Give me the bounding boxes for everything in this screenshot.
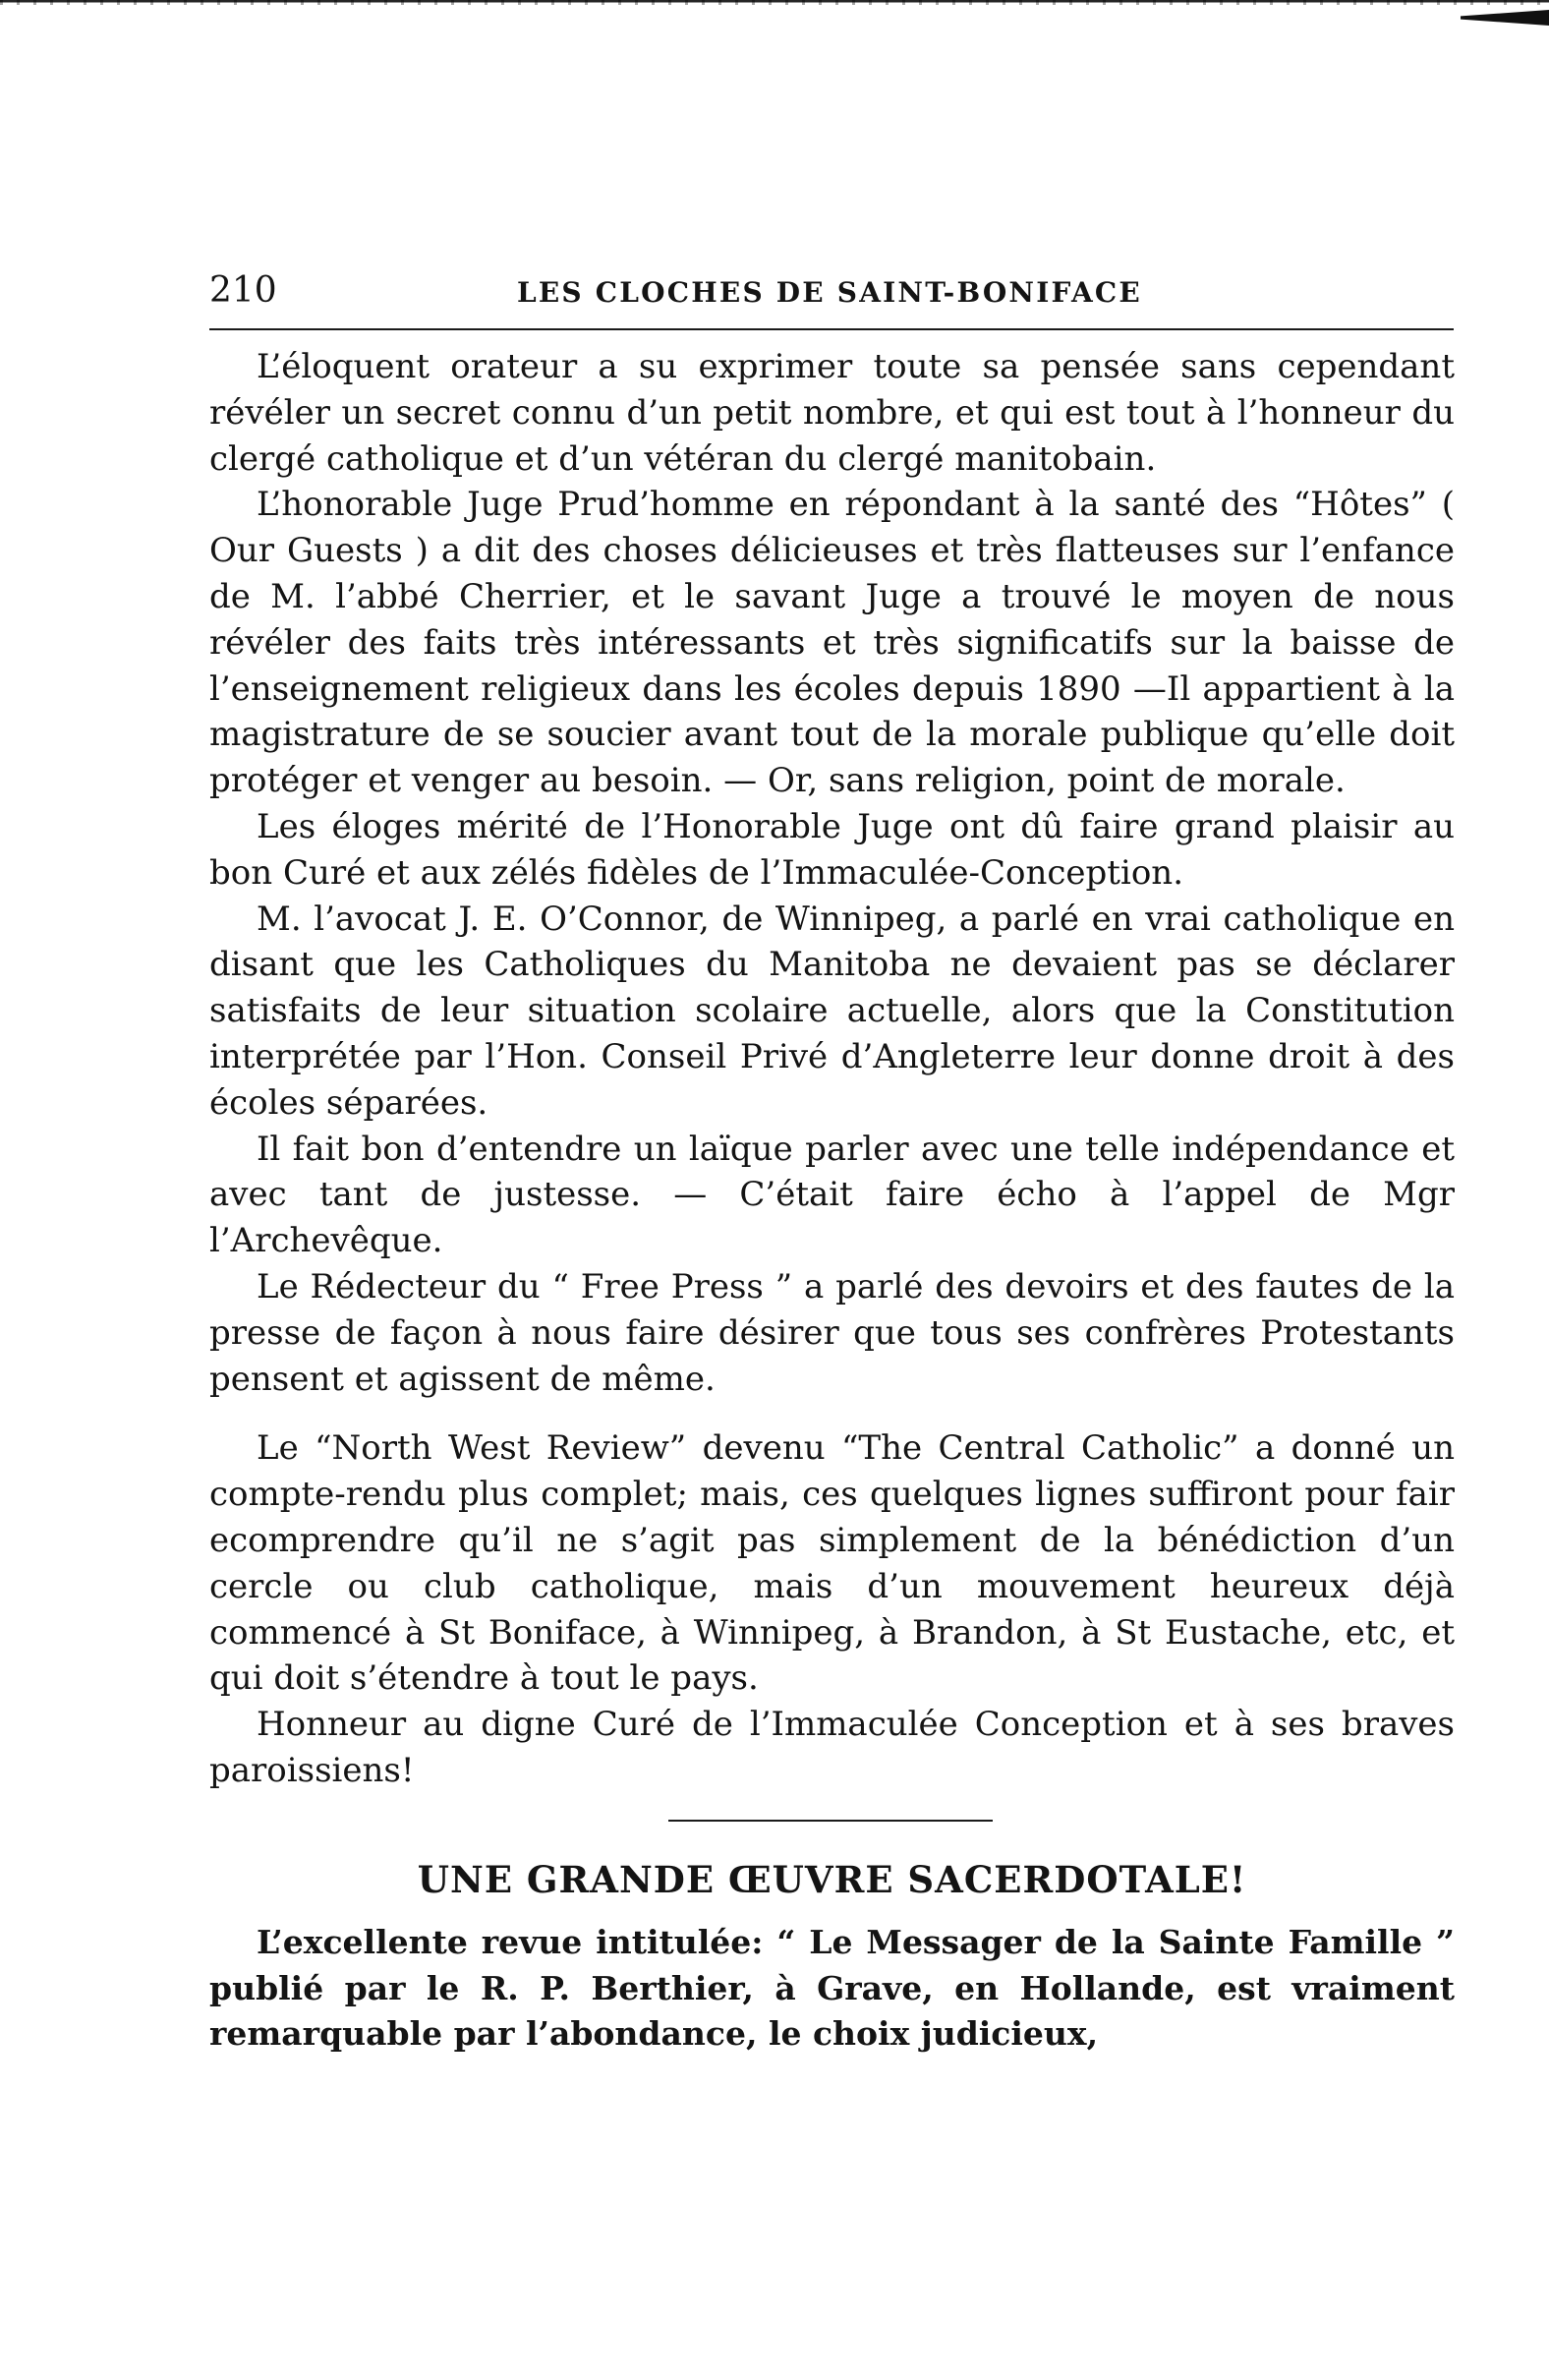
paragraph: L’éloquent orateur a su exprimer toute sa pensée sans cependant révéler un secret connu d’un petit nombre, et qui est tout à l’honneur du clergé catholique et d’un vétéran du clergé manitobain. xyxy=(209,347,1455,479)
book-page xyxy=(209,267,1455,2058)
header-rule xyxy=(209,328,1454,330)
running-head xyxy=(209,267,1455,315)
paragraph: Il fait bon d’entendre un laïque parler avec une telle indépendance et avec tant de justesse. — C’était faire écho à l’appel de Mgr l’Archevêque. xyxy=(209,1129,1455,1261)
section-body xyxy=(209,1920,1455,2058)
paragraph: Le “North West Review” devenu “The Central Catholic” a donné un compte-rendu plus complet; mais, ces quelques lignes suffiront pour fair ecomprendre qu’il ne s’agit pas simplement de la bénédiction d’un cercle ou club catholique, mais d’un mouvement heureux déjà commencé à St Boniface, à Winnipeg, à Brandon, à St Eustache, etc, et qui doit s’étendre à tout le pays. xyxy=(209,1428,1455,1699)
running-title: LES CLOCHES DE SAINT-BONIFACE xyxy=(517,276,1142,309)
section-title: UNE GRANDE ŒUVRE SACERDOTALE! xyxy=(417,1857,1247,1901)
section-rule xyxy=(668,1820,993,1822)
body-text xyxy=(209,344,1455,1794)
section-paragraph: L’excellente revue intitulée: “ Le Messager de la Sainte Famille ” publié par le R. P. Berthier, à Grave, en Hollande, est vraiment remarquable par l’abondance, le choix judicieux, xyxy=(209,1922,1455,2054)
paragraph: Le Rédecteur du “ Free Press ” a parlé des devoirs et des fautes de la presse de façon à nous faire désirer que tous ses confrères Protestants pensent et agissent de même. xyxy=(209,1266,1455,1399)
page-number: 210 xyxy=(209,270,277,311)
paragraph: L’honorable Juge Prud’homme en répondant à la santé des “Hôtes” ( Our Guests ) a dit des choses délicieuses et très flatteuses sur l’enfance de M. l’abbé Cherrier, et le savant Juge a trouvé le moyen de nous révéler des faits très intéressants et très significatifs sur la baisse de l’enseignement religieux dans les écoles depuis 1890 —Il appartient à la magistrature de se soucier avant tout de la morale publique qu’elle doit protéger et venger au besoin. — Or, sans religion, point de morale. xyxy=(209,485,1455,801)
paragraph: Honneur au digne Curé de l’Immaculée Conception et à ses braves paroissiens! xyxy=(209,1705,1455,1790)
paragraph: M. l’avocat J. E. O’Connor, de Winnipeg, a parlé en vrai catholique en disant que les Catholiques du Manitoba ne devaient pas se déclarer satisfaits de leur situation scolaire actuelle, alors que la Constitution interprétée par l’Hon. Conseil Privé d’Angleterre leur donne droit à des écoles séparées. xyxy=(209,899,1455,1123)
paragraph: Les éloges mérité de l’Honorable Juge ont dû faire grand plaisir au bon Curé et aux zélés fidèles de l’Immaculée-Conception. xyxy=(209,806,1455,893)
scan-edge-artifact xyxy=(0,0,1549,37)
